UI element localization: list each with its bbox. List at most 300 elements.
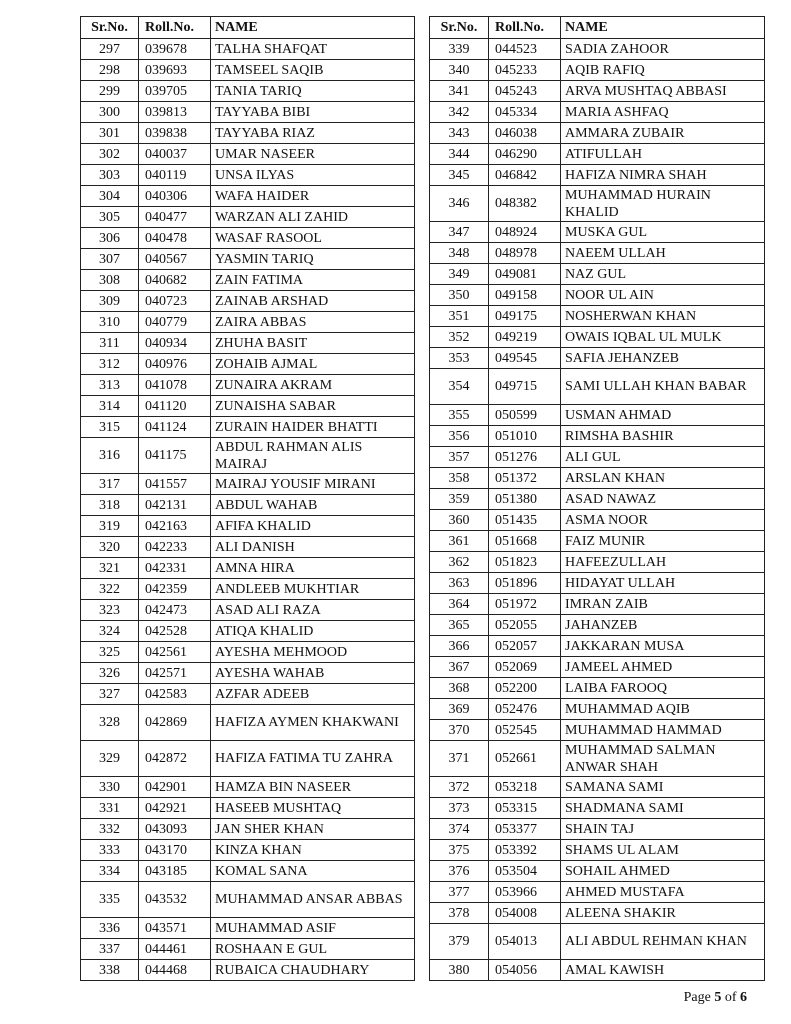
name-cell: JAN SHER KHAN xyxy=(211,819,415,840)
table-row xyxy=(81,516,415,537)
name-cell: AYESHA WAHAB xyxy=(211,663,415,684)
header-name: NAME xyxy=(561,17,765,39)
table-row xyxy=(430,531,765,552)
table-row xyxy=(430,552,765,573)
roll-no-cell: 040567 xyxy=(139,249,211,270)
sr-no-cell: 329 xyxy=(81,741,139,777)
roll-no-cell: 053504 xyxy=(489,861,561,882)
sr-no-cell: 343 xyxy=(430,123,489,144)
sr-no-cell: 321 xyxy=(81,558,139,579)
sr-no-cell: 330 xyxy=(81,777,139,798)
roster-body-left xyxy=(81,39,415,981)
table-row xyxy=(81,579,415,600)
table-row xyxy=(430,657,765,678)
page-current: 5 xyxy=(714,990,722,1005)
sr-no-cell: 353 xyxy=(430,348,489,369)
table-row xyxy=(430,840,765,861)
roll-no-cell: 051276 xyxy=(489,447,561,468)
table-row xyxy=(430,306,765,327)
table-row xyxy=(430,285,765,306)
sr-no-cell: 367 xyxy=(430,657,489,678)
sr-no-cell: 365 xyxy=(430,615,489,636)
name-cell: ALI DANISH xyxy=(211,537,415,558)
table-row xyxy=(430,510,765,531)
name-cell: MUHAMMAD SALMAN ANWAR SHAH xyxy=(561,741,765,777)
page-middle: of xyxy=(721,990,740,1005)
name-cell: HASEEB MUSHTAQ xyxy=(211,798,415,819)
name-cell: SAMI ULLAH KHAN BABAR xyxy=(561,369,765,405)
roll-no-cell: 042921 xyxy=(139,798,211,819)
name-cell: ZHUHA BASIT xyxy=(211,333,415,354)
roll-no-cell: 053392 xyxy=(489,840,561,861)
table-row xyxy=(81,60,415,81)
name-cell: AQIB RAFIQ xyxy=(561,60,765,81)
header-roll-no: Roll.No. xyxy=(139,17,211,39)
name-cell: ASAD ALI RAZA xyxy=(211,600,415,621)
roll-no-cell: 054008 xyxy=(489,903,561,924)
name-cell: KINZA KHAN xyxy=(211,840,415,861)
name-cell: HAFIZA FATIMA TU ZAHRA xyxy=(211,741,415,777)
sr-no-cell: 376 xyxy=(430,861,489,882)
roll-no-cell: 048924 xyxy=(489,222,561,243)
name-cell: ASMA NOOR xyxy=(561,510,765,531)
sr-no-cell: 379 xyxy=(430,924,489,960)
table-row xyxy=(81,558,415,579)
table-row xyxy=(430,81,765,102)
sr-no-cell: 356 xyxy=(430,426,489,447)
name-cell: AYESHA MEHMOOD xyxy=(211,642,415,663)
sr-no-cell: 314 xyxy=(81,396,139,417)
roll-no-cell: 042331 xyxy=(139,558,211,579)
name-cell: HAFIZA NIMRA SHAH xyxy=(561,165,765,186)
table-row xyxy=(81,39,415,60)
roll-no-cell: 043532 xyxy=(139,882,211,918)
sr-no-cell: 362 xyxy=(430,552,489,573)
roster-body-right xyxy=(430,39,765,981)
table-row xyxy=(430,798,765,819)
table-row xyxy=(430,861,765,882)
sr-no-cell: 373 xyxy=(430,798,489,819)
name-cell: ABDUL RAHMAN ALIS MAIRAJ xyxy=(211,438,415,474)
roll-no-cell: 053315 xyxy=(489,798,561,819)
sr-no-cell: 361 xyxy=(430,531,489,552)
sr-no-cell: 315 xyxy=(81,417,139,438)
name-cell: SAFIA JEHANZEB xyxy=(561,348,765,369)
table-row xyxy=(430,699,765,720)
roll-no-cell: 054013 xyxy=(489,924,561,960)
sr-no-cell: 351 xyxy=(430,306,489,327)
sr-no-cell: 380 xyxy=(430,960,489,981)
sr-no-cell: 306 xyxy=(81,228,139,249)
table-row xyxy=(81,291,415,312)
page-prefix: Page xyxy=(683,990,715,1005)
roll-no-cell: 052055 xyxy=(489,615,561,636)
roster-table-right xyxy=(429,16,765,981)
table-row xyxy=(81,777,415,798)
roll-no-cell: 042163 xyxy=(139,516,211,537)
sr-no-cell: 298 xyxy=(81,60,139,81)
table-row xyxy=(430,243,765,264)
name-cell: ANDLEEB MUKHTIAR xyxy=(211,579,415,600)
roll-no-cell: 045334 xyxy=(489,102,561,123)
roll-no-cell: 042473 xyxy=(139,600,211,621)
sr-no-cell: 305 xyxy=(81,207,139,228)
name-cell: ZOHAIB AJMAL xyxy=(211,354,415,375)
sr-no-cell: 366 xyxy=(430,636,489,657)
page-number xyxy=(684,990,747,1006)
roll-no-cell: 042561 xyxy=(139,642,211,663)
sr-no-cell: 311 xyxy=(81,333,139,354)
page-total: 6 xyxy=(740,990,747,1005)
name-cell: HAMZA BIN NASEER xyxy=(211,777,415,798)
roll-no-cell: 040723 xyxy=(139,291,211,312)
table-row xyxy=(81,819,415,840)
sr-no-cell: 325 xyxy=(81,642,139,663)
header-sr-no: Sr.No. xyxy=(430,17,489,39)
sr-no-cell: 377 xyxy=(430,882,489,903)
name-cell: IMRAN ZAIB xyxy=(561,594,765,615)
name-cell: KOMAL SANA xyxy=(211,861,415,882)
table-row xyxy=(430,573,765,594)
name-cell: SHAMS UL ALAM xyxy=(561,840,765,861)
table-row xyxy=(430,678,765,699)
name-cell: ARSLAN KHAN xyxy=(561,468,765,489)
table-row xyxy=(81,249,415,270)
roll-no-cell: 041175 xyxy=(139,438,211,474)
name-cell: RUBAICA CHAUDHARY xyxy=(211,960,415,981)
header-roll-no: Roll.No. xyxy=(489,17,561,39)
sr-no-cell: 337 xyxy=(81,939,139,960)
table-row xyxy=(81,960,415,981)
table-row xyxy=(430,426,765,447)
roll-no-cell: 053218 xyxy=(489,777,561,798)
sr-no-cell: 300 xyxy=(81,102,139,123)
roll-no-cell: 039678 xyxy=(139,39,211,60)
table-row xyxy=(81,375,415,396)
table-row xyxy=(430,447,765,468)
name-cell: WASAF RASOOL xyxy=(211,228,415,249)
table-row xyxy=(81,918,415,939)
roll-no-cell: 049158 xyxy=(489,285,561,306)
sr-no-cell: 335 xyxy=(81,882,139,918)
table-row xyxy=(81,333,415,354)
name-cell: HAFEEZULLAH xyxy=(561,552,765,573)
sr-no-cell: 348 xyxy=(430,243,489,264)
sr-no-cell: 317 xyxy=(81,474,139,495)
roll-no-cell: 040934 xyxy=(139,333,211,354)
table-row xyxy=(81,474,415,495)
sr-no-cell: 320 xyxy=(81,537,139,558)
sr-no-cell: 309 xyxy=(81,291,139,312)
table-row xyxy=(81,642,415,663)
roll-no-cell: 046290 xyxy=(489,144,561,165)
table-row xyxy=(81,102,415,123)
table-row xyxy=(81,684,415,705)
sr-no-cell: 336 xyxy=(81,918,139,939)
table-row xyxy=(430,720,765,741)
roll-no-cell: 044523 xyxy=(489,39,561,60)
roll-no-cell: 048978 xyxy=(489,243,561,264)
roll-no-cell: 051972 xyxy=(489,594,561,615)
sr-no-cell: 303 xyxy=(81,165,139,186)
roll-no-cell: 040976 xyxy=(139,354,211,375)
table-row xyxy=(81,438,415,474)
name-cell: MUHAMMAD AQIB xyxy=(561,699,765,720)
sr-no-cell: 322 xyxy=(81,579,139,600)
roll-no-cell: 043185 xyxy=(139,861,211,882)
table-row xyxy=(81,861,415,882)
name-cell: NAZ GUL xyxy=(561,264,765,285)
roll-no-cell: 046842 xyxy=(489,165,561,186)
table-row xyxy=(81,798,415,819)
sr-no-cell: 339 xyxy=(430,39,489,60)
table-row xyxy=(81,165,415,186)
name-cell: ZAIN FATIMA xyxy=(211,270,415,291)
table-row xyxy=(430,348,765,369)
roll-no-cell: 048382 xyxy=(489,186,561,222)
table-row xyxy=(430,594,765,615)
sr-no-cell: 297 xyxy=(81,39,139,60)
table-row xyxy=(430,165,765,186)
table-row xyxy=(430,60,765,81)
sr-no-cell: 328 xyxy=(81,705,139,741)
roll-no-cell: 054056 xyxy=(489,960,561,981)
table-row xyxy=(430,636,765,657)
name-cell: MUHAMMAD ANSAR ABBAS xyxy=(211,882,415,918)
name-cell: ZURAIN HAIDER BHATTI xyxy=(211,417,415,438)
sr-no-cell: 319 xyxy=(81,516,139,537)
roll-no-cell: 039813 xyxy=(139,102,211,123)
table-row xyxy=(81,741,415,777)
sr-no-cell: 371 xyxy=(430,741,489,777)
roll-no-cell: 052476 xyxy=(489,699,561,720)
sr-no-cell: 364 xyxy=(430,594,489,615)
table-row xyxy=(430,924,765,960)
name-cell: ATIQA KHALID xyxy=(211,621,415,642)
name-cell: MUHAMMAD HURAIN KHALID xyxy=(561,186,765,222)
table-row xyxy=(81,840,415,861)
table-row xyxy=(430,468,765,489)
sr-no-cell: 327 xyxy=(81,684,139,705)
table-row xyxy=(81,228,415,249)
name-cell: ALI ABDUL REHMAN KHAN xyxy=(561,924,765,960)
roll-no-cell: 040477 xyxy=(139,207,211,228)
sr-no-cell: 350 xyxy=(430,285,489,306)
sr-no-cell: 324 xyxy=(81,621,139,642)
table-row xyxy=(430,369,765,405)
table-row xyxy=(430,222,765,243)
name-cell: NOOR UL AIN xyxy=(561,285,765,306)
roll-no-cell: 049715 xyxy=(489,369,561,405)
name-cell: RIMSHA BASHIR xyxy=(561,426,765,447)
sr-no-cell: 372 xyxy=(430,777,489,798)
name-cell: AHMED MUSTAFA xyxy=(561,882,765,903)
sr-no-cell: 370 xyxy=(430,720,489,741)
name-cell: ZUNAISHA SABAR xyxy=(211,396,415,417)
table-row xyxy=(430,405,765,426)
name-cell: ALEENA SHAKIR xyxy=(561,903,765,924)
roll-no-cell: 041124 xyxy=(139,417,211,438)
sr-no-cell: 334 xyxy=(81,861,139,882)
sr-no-cell: 308 xyxy=(81,270,139,291)
name-cell: HAFIZA AYMEN KHAKWANI xyxy=(211,705,415,741)
name-cell: ROSHAAN E GUL xyxy=(211,939,415,960)
name-cell: WARZAN ALI ZAHID xyxy=(211,207,415,228)
table-row xyxy=(81,81,415,102)
sr-no-cell: 375 xyxy=(430,840,489,861)
name-cell: SAMANA SAMI xyxy=(561,777,765,798)
roll-no-cell: 041120 xyxy=(139,396,211,417)
roll-no-cell: 039705 xyxy=(139,81,211,102)
roll-no-cell: 051668 xyxy=(489,531,561,552)
name-cell: NAEEM ULLAH xyxy=(561,243,765,264)
sr-no-cell: 316 xyxy=(81,438,139,474)
roll-no-cell: 051380 xyxy=(489,489,561,510)
roll-no-cell: 040779 xyxy=(139,312,211,333)
sr-no-cell: 310 xyxy=(81,312,139,333)
name-cell: TANIA TARIQ xyxy=(211,81,415,102)
sr-no-cell: 318 xyxy=(81,495,139,516)
roll-no-cell: 043571 xyxy=(139,918,211,939)
sr-no-cell: 358 xyxy=(430,468,489,489)
roll-no-cell: 044468 xyxy=(139,960,211,981)
table-row xyxy=(81,621,415,642)
roll-no-cell: 040037 xyxy=(139,144,211,165)
table-row xyxy=(430,777,765,798)
name-cell: ZUNAIRA AKRAM xyxy=(211,375,415,396)
table-row xyxy=(81,537,415,558)
name-cell: ZAIRA ABBAS xyxy=(211,312,415,333)
name-cell: AFIFA KHALID xyxy=(211,516,415,537)
roll-no-cell: 049081 xyxy=(489,264,561,285)
roll-no-cell: 049175 xyxy=(489,306,561,327)
sr-no-cell: 374 xyxy=(430,819,489,840)
sr-no-cell: 304 xyxy=(81,186,139,207)
name-cell: AMMARA ZUBAIR xyxy=(561,123,765,144)
roll-no-cell: 042359 xyxy=(139,579,211,600)
roll-no-cell: 043170 xyxy=(139,840,211,861)
roll-no-cell: 049219 xyxy=(489,327,561,348)
name-cell: UMAR NASEER xyxy=(211,144,415,165)
name-cell: JAMEEL AHMED xyxy=(561,657,765,678)
roll-no-cell: 051010 xyxy=(489,426,561,447)
table-row xyxy=(81,600,415,621)
table-row xyxy=(430,327,765,348)
sr-no-cell: 323 xyxy=(81,600,139,621)
table-row xyxy=(81,882,415,918)
roll-no-cell: 039838 xyxy=(139,123,211,144)
sr-no-cell: 355 xyxy=(430,405,489,426)
roll-no-cell: 051435 xyxy=(489,510,561,531)
roll-no-cell: 041078 xyxy=(139,375,211,396)
table-row xyxy=(81,705,415,741)
table-row xyxy=(430,615,765,636)
table-row xyxy=(81,495,415,516)
roll-no-cell: 039693 xyxy=(139,60,211,81)
sr-no-cell: 342 xyxy=(430,102,489,123)
table-row xyxy=(430,186,765,222)
sr-no-cell: 301 xyxy=(81,123,139,144)
sr-no-cell: 347 xyxy=(430,222,489,243)
sr-no-cell: 349 xyxy=(430,264,489,285)
sr-no-cell: 332 xyxy=(81,819,139,840)
table-row xyxy=(81,144,415,165)
name-cell: TAYYABA RIAZ xyxy=(211,123,415,144)
sr-no-cell: 341 xyxy=(430,81,489,102)
sr-no-cell: 331 xyxy=(81,798,139,819)
sr-no-cell: 312 xyxy=(81,354,139,375)
name-cell: SHAIN TAJ xyxy=(561,819,765,840)
roll-no-cell: 042872 xyxy=(139,741,211,777)
name-cell: TALHA SHAFQAT xyxy=(211,39,415,60)
roll-no-cell: 051823 xyxy=(489,552,561,573)
roll-no-cell: 046038 xyxy=(489,123,561,144)
roll-no-cell: 042901 xyxy=(139,777,211,798)
table-row xyxy=(430,264,765,285)
sr-no-cell: 357 xyxy=(430,447,489,468)
sr-no-cell: 363 xyxy=(430,573,489,594)
roll-no-cell: 042571 xyxy=(139,663,211,684)
table-row xyxy=(81,207,415,228)
name-cell: SOHAIL AHMED xyxy=(561,861,765,882)
roll-no-cell: 042869 xyxy=(139,705,211,741)
name-cell: ALI GUL xyxy=(561,447,765,468)
sr-no-cell: 299 xyxy=(81,81,139,102)
sr-no-cell: 302 xyxy=(81,144,139,165)
roll-no-cell: 052545 xyxy=(489,720,561,741)
table-row xyxy=(430,144,765,165)
sr-no-cell: 369 xyxy=(430,699,489,720)
name-cell: ATIFULLAH xyxy=(561,144,765,165)
name-cell: SADIA ZAHOOR xyxy=(561,39,765,60)
header-sr-no: Sr.No. xyxy=(81,17,139,39)
sr-no-cell: 340 xyxy=(430,60,489,81)
roll-no-cell: 052057 xyxy=(489,636,561,657)
table-row xyxy=(430,741,765,777)
roll-no-cell: 040682 xyxy=(139,270,211,291)
table-row xyxy=(430,102,765,123)
name-cell: JAHANZEB xyxy=(561,615,765,636)
roll-no-cell: 042131 xyxy=(139,495,211,516)
table-row xyxy=(81,939,415,960)
name-cell: UNSA ILYAS xyxy=(211,165,415,186)
header-row xyxy=(81,17,415,39)
roll-no-cell: 052200 xyxy=(489,678,561,699)
sr-no-cell: 338 xyxy=(81,960,139,981)
roll-no-cell: 040478 xyxy=(139,228,211,249)
table-row xyxy=(430,903,765,924)
sr-no-cell: 346 xyxy=(430,186,489,222)
name-cell: MAIRAJ YOUSIF MIRANI xyxy=(211,474,415,495)
name-cell: MUSKA GUL xyxy=(561,222,765,243)
sr-no-cell: 326 xyxy=(81,663,139,684)
table-row xyxy=(430,882,765,903)
sr-no-cell: 333 xyxy=(81,840,139,861)
roll-no-cell: 051372 xyxy=(489,468,561,489)
header-name: NAME xyxy=(211,17,415,39)
name-cell: USMAN AHMAD xyxy=(561,405,765,426)
table-row xyxy=(81,354,415,375)
sr-no-cell: 378 xyxy=(430,903,489,924)
name-cell: ZAINAB ARSHAD xyxy=(211,291,415,312)
sr-no-cell: 307 xyxy=(81,249,139,270)
roll-no-cell: 049545 xyxy=(489,348,561,369)
table-row xyxy=(81,396,415,417)
sr-no-cell: 352 xyxy=(430,327,489,348)
roll-no-cell: 040119 xyxy=(139,165,211,186)
name-cell: MUHAMMAD HAMMAD xyxy=(561,720,765,741)
sr-no-cell: 354 xyxy=(430,369,489,405)
